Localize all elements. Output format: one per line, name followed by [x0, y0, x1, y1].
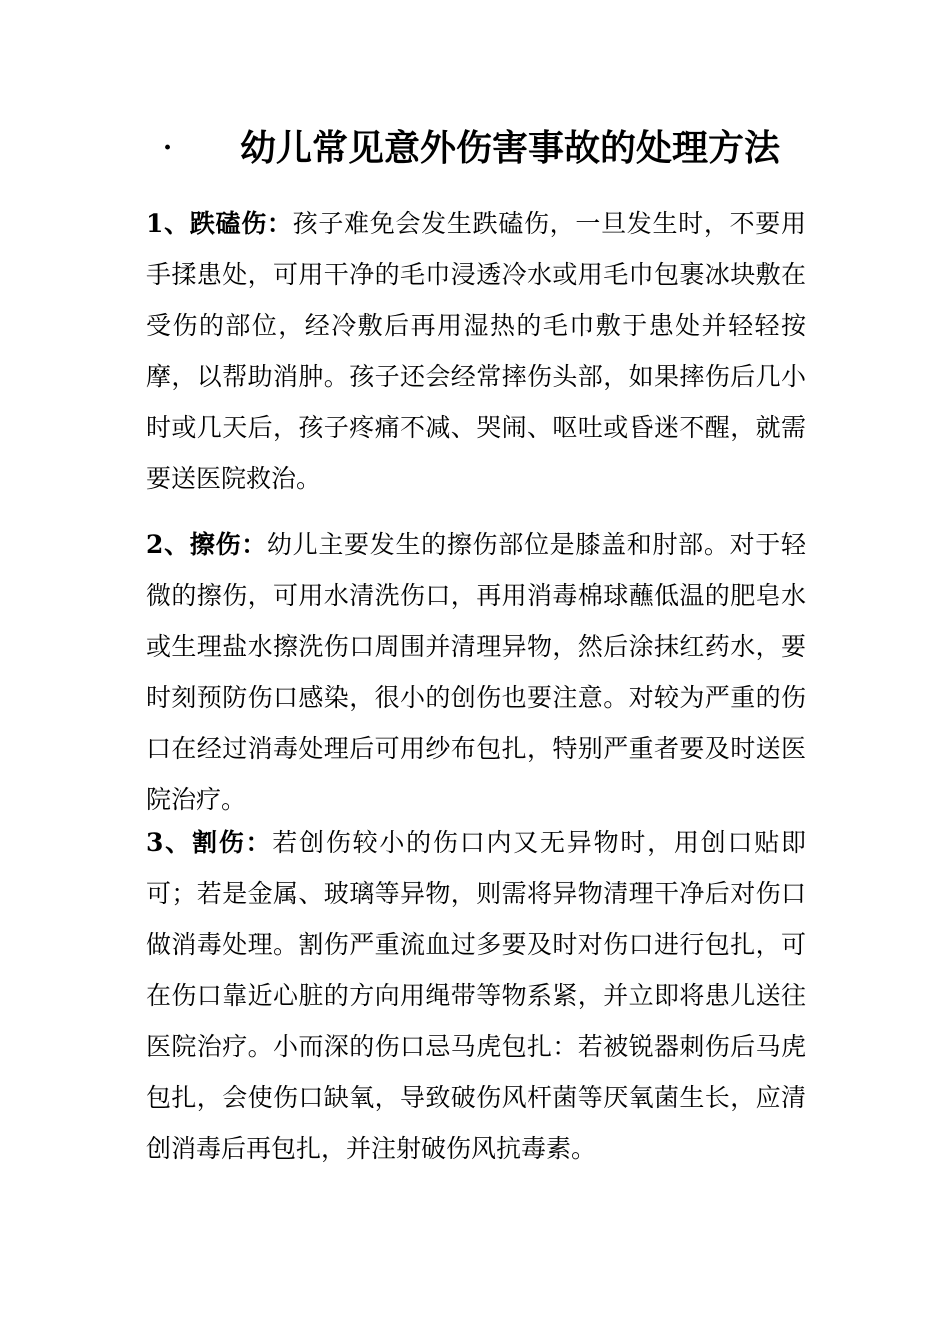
section-body: 孩子难免会发生跌磕伤，一旦发生时，不要用手揉患处，可用干净的毛巾浸透冷水或用毛巾包裹冰块敷在受伤的部位，经冷敷后再用湿热的毛巾敷于患处并轻轻按摩，以帮助消肿。孩子还会经常摔伤头部，如果摔伤后几小时或几天后，孩子疼痛不减、哭闹、呕吐或昏迷不醒，就需要送医院救治。 — [146, 209, 806, 493]
section-body: 幼儿主要发生的擦伤部位是膝盖和肘部。对于轻微的擦伤，可用水清洗伤口，再用消毒棉球蘸低温的肥皂水或生理盐水擦洗伤口周围并清理异物，然后涂抹红药水，要时刻预防伤口感染，很小的创伤也要注意。对较为严重的伤口在经过消毒处理后可用纱布包扎，特别严重者要及时送医院治疗。 — [146, 530, 806, 814]
section-fall-injury — [146, 198, 806, 504]
title-bullet: · — [163, 133, 173, 163]
section-term: 3、割伤： — [146, 828, 273, 857]
title-row — [0, 120, 950, 180]
section-cut-injury — [146, 817, 806, 1174]
section-body: 若创伤较小的伤口内又无异物时，用创口贴即可；若是金属、玻璃等异物，则需将异物清理干净后对伤口做消毒处理。割伤严重流血过多要及时对伤口进行包扎，可在伤口靠近心脏的方向用绳带等物系紧，并立即将患儿送往医院治疗。小而深的伤口忌马虎包扎：若被锐器刺伤后马虎包扎，会使伤口缺氧，导致破伤风杆菌等厌氧菌生长，应清创消毒后再包扎，并注射破伤风抗毒素。 — [146, 828, 806, 1163]
section-term: 1、跌磕伤： — [146, 209, 293, 238]
section-term: 2、擦伤： — [146, 530, 267, 559]
section-abrasion — [146, 519, 806, 825]
page-title: 幼儿常见意外伤害事故的处理方法 — [240, 127, 781, 169]
